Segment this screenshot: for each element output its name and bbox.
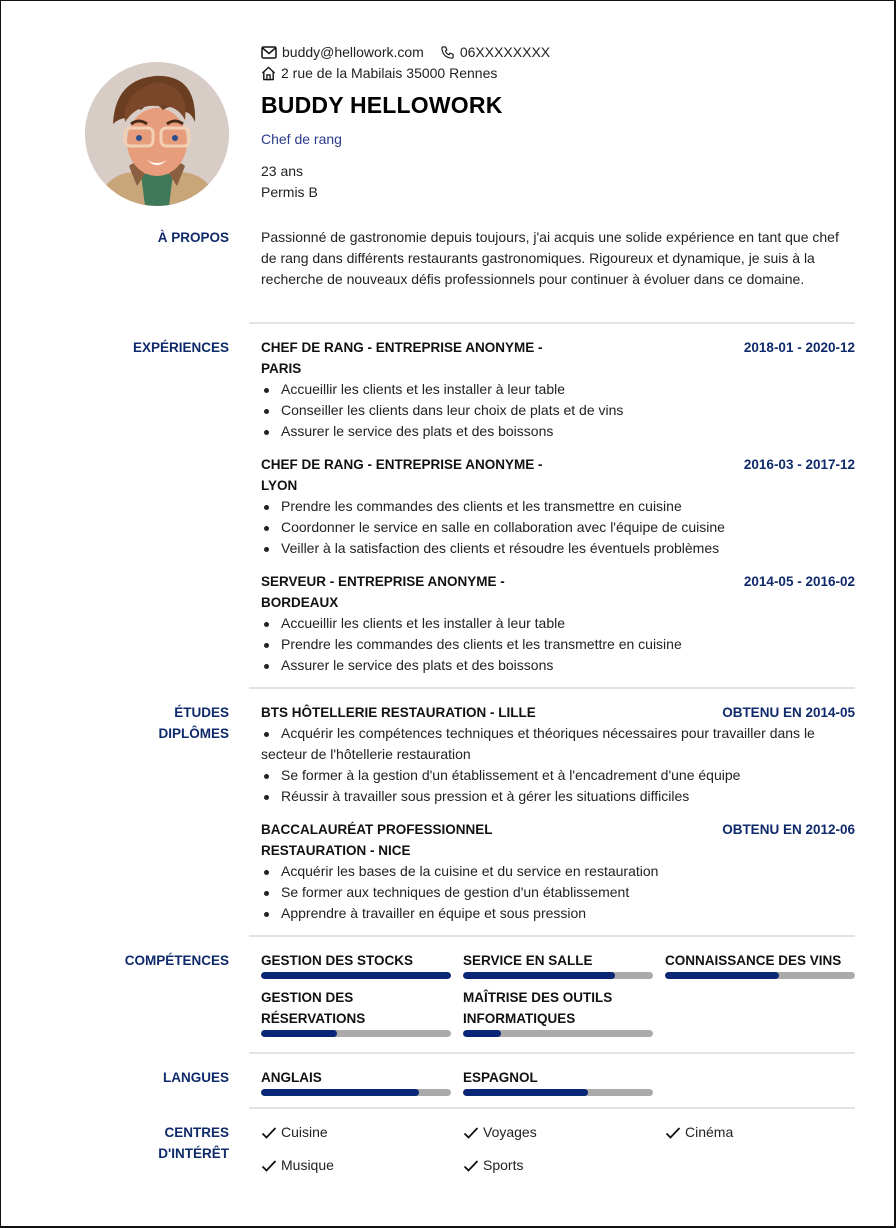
skill-name: SERVICE EN SALLE bbox=[463, 953, 593, 968]
language-level-bar bbox=[463, 1089, 653, 1096]
experience-dates: 2014-05 - 2016-02 bbox=[743, 574, 855, 589]
interest-label: Cinéma bbox=[685, 1124, 734, 1140]
task-item: Assurer le service des plats et des boissons bbox=[261, 655, 855, 676]
interest-item bbox=[463, 1155, 665, 1176]
skill-level-fill bbox=[261, 972, 451, 979]
education-point: Acquérir les bases de la cuisine et du service en restauration bbox=[261, 861, 855, 882]
section-label-about: À PROPOS bbox=[157, 230, 229, 245]
education-points bbox=[261, 723, 855, 807]
education-point: Réussir à travailler sous pression et à gérer les situations difficiles bbox=[261, 786, 855, 807]
skill-item bbox=[261, 950, 451, 979]
skill-level-fill bbox=[261, 1030, 337, 1037]
age: 23 ans bbox=[261, 163, 304, 179]
section-label-skills: COMPÉTENCES bbox=[124, 953, 229, 968]
checkmark-icon bbox=[261, 1159, 277, 1173]
skill-level-bar bbox=[261, 972, 451, 979]
interest-label: Cuisine bbox=[281, 1124, 328, 1140]
home-icon bbox=[261, 66, 276, 81]
avatar-illustration-icon bbox=[85, 62, 229, 206]
skill-level-bar bbox=[463, 1030, 653, 1037]
experience-dates: 2018-01 - 2020-12 bbox=[743, 340, 855, 355]
section-label-languages: LANGUES bbox=[162, 1070, 229, 1085]
task-item: Accueillir les clients et les installer à leur table bbox=[261, 379, 855, 400]
checkmark-icon bbox=[463, 1159, 479, 1173]
task-item: Assurer le service des plats et des boissons bbox=[261, 421, 855, 442]
experience-tasks bbox=[261, 613, 855, 676]
contact-line-1 bbox=[261, 42, 861, 63]
task-item: Conseiller les clients dans leur choix de plats et de vins bbox=[261, 400, 855, 421]
driving-license: Permis B bbox=[261, 184, 318, 200]
experience-title: CHEF DE RANG - ENTREPRISE ANONYME - PARIS bbox=[261, 340, 543, 376]
language-level-bar bbox=[261, 1089, 451, 1096]
education-date: OBTENU EN 2014-05 bbox=[722, 705, 855, 720]
interest-item bbox=[665, 1122, 855, 1143]
section-label-education bbox=[29, 702, 229, 744]
education-title: BACCALAURÉAT PROFESSIONNEL RESTAURATION - NICE bbox=[261, 822, 493, 858]
skill-name: CONNAISSANCE DES VINS bbox=[665, 953, 842, 968]
skill-name: GESTION DES STOCKS bbox=[261, 953, 414, 968]
experience-entry bbox=[261, 571, 855, 676]
phone-icon bbox=[440, 45, 455, 60]
experience-tasks bbox=[261, 379, 855, 442]
email-text: buddy@hellowork.com bbox=[282, 44, 424, 60]
skill-level-bar bbox=[261, 1030, 451, 1037]
skill-item bbox=[463, 987, 653, 1037]
experience-dates: 2016-03 - 2017-12 bbox=[743, 457, 855, 472]
section-divider bbox=[249, 935, 855, 937]
job-title: Chef de rang bbox=[261, 131, 342, 147]
phone-text: 06XXXXXXXX bbox=[459, 44, 551, 60]
experience-title: SERVEUR - ENTREPRISE ANONYME - BORDEAUX bbox=[261, 574, 505, 610]
interest-item bbox=[261, 1155, 463, 1176]
language-name: ANGLAIS bbox=[261, 1070, 322, 1085]
address-contact bbox=[261, 63, 497, 84]
envelope-icon bbox=[261, 46, 277, 59]
interests-grid bbox=[261, 1122, 855, 1176]
section-divider bbox=[249, 1052, 855, 1054]
language-level-fill bbox=[463, 1089, 588, 1096]
skill-item bbox=[463, 950, 653, 979]
skill-name: GESTION DES RÉSERVATIONS bbox=[261, 990, 366, 1026]
experience-list bbox=[261, 337, 855, 688]
skill-level-fill bbox=[463, 1030, 501, 1037]
education-list bbox=[261, 702, 855, 936]
candidate-name: BUDDY HELLOWORK bbox=[261, 92, 503, 118]
phone-contact[interactable] bbox=[440, 42, 550, 63]
checkmark-icon bbox=[261, 1126, 277, 1140]
skill-name: MAÎTRISE DES OUTILS INFORMATIQUES bbox=[463, 990, 613, 1026]
task-item: Veiller à la satisfaction des clients et résoudre les éventuels problèmes bbox=[261, 538, 855, 559]
language-level-fill bbox=[261, 1089, 419, 1096]
email-contact[interactable] bbox=[261, 42, 424, 63]
education-point: Se former aux techniques de gestion d'un établissement bbox=[261, 882, 855, 903]
task-item: Coordonner le service en salle en collaboration avec l'équipe de cuisine bbox=[261, 517, 855, 538]
skill-level-fill bbox=[665, 972, 779, 979]
language-item bbox=[463, 1067, 653, 1096]
section-divider bbox=[249, 322, 855, 324]
about-text: Passionné de gastronomie depuis toujours, j'ai acquis une solide expérience en tant que chef de rang dans différents restaurants gastronomiques. Rigoureux et dynamique, je suis à la recherche de nouveaux défis professionnels pour continuer à évoluer dans ce domaine. bbox=[261, 229, 839, 287]
interest-label: Musique bbox=[281, 1157, 334, 1173]
interest-label: Sports bbox=[483, 1157, 524, 1173]
experience-entry bbox=[261, 337, 855, 442]
experience-title: CHEF DE RANG - ENTREPRISE ANONYME - LYON bbox=[261, 457, 543, 493]
address-text: 2 rue de la Mabilais 35000 Rennes bbox=[281, 65, 498, 81]
education-entry bbox=[261, 819, 855, 924]
education-entry bbox=[261, 702, 855, 807]
skill-item bbox=[665, 950, 855, 979]
education-point: Acquérir les compétences techniques et théoriques nécessaires pour travailler dans le secteur de l'hôtellerie restauration bbox=[261, 723, 855, 765]
education-points bbox=[261, 861, 855, 924]
section-label-line: DIPLÔMES bbox=[158, 726, 229, 741]
skills-grid bbox=[261, 950, 855, 1045]
experience-tasks bbox=[261, 496, 855, 559]
language-item bbox=[261, 1067, 451, 1096]
skill-item bbox=[261, 987, 451, 1037]
section-label-line: D'INTÉRÊT bbox=[158, 1146, 229, 1161]
section-label-experiences: EXPÉRIENCES bbox=[132, 340, 229, 355]
education-date: OBTENU EN 2012-06 bbox=[722, 822, 855, 837]
section-divider bbox=[249, 687, 855, 689]
contact-line-2 bbox=[261, 63, 861, 84]
section-label-line: ÉTUDES bbox=[174, 705, 229, 720]
section-label-line: CENTRES bbox=[164, 1125, 229, 1140]
language-name: ESPAGNOL bbox=[463, 1070, 538, 1085]
education-point: Se former à la gestion d'un établissement et à l'encadrement d'une équipe bbox=[261, 765, 855, 786]
interest-item bbox=[463, 1122, 665, 1143]
skill-level-fill bbox=[463, 972, 615, 979]
resume-header bbox=[261, 42, 861, 203]
task-item: Prendre les commandes des clients et les transmettre en cuisine bbox=[261, 496, 855, 517]
experience-entry bbox=[261, 454, 855, 559]
section-label-interests bbox=[29, 1122, 229, 1164]
education-title: BTS HÔTELLERIE RESTAURATION - LILLE bbox=[261, 705, 536, 720]
avatar bbox=[85, 62, 229, 206]
checkmark-icon bbox=[463, 1126, 479, 1140]
task-item: Prendre les commandes des clients et les transmettre en cuisine bbox=[261, 634, 855, 655]
skill-level-bar bbox=[463, 972, 653, 979]
skill-level-bar bbox=[665, 972, 855, 979]
languages-grid bbox=[261, 1067, 855, 1104]
education-point: Apprendre à travailler en équipe et sous pression bbox=[261, 903, 855, 924]
checkmark-icon bbox=[665, 1126, 681, 1140]
interest-label: Voyages bbox=[483, 1124, 537, 1140]
interest-item bbox=[261, 1122, 463, 1143]
task-item: Accueillir les clients et les installer à leur table bbox=[261, 613, 855, 634]
section-divider bbox=[249, 1107, 855, 1109]
